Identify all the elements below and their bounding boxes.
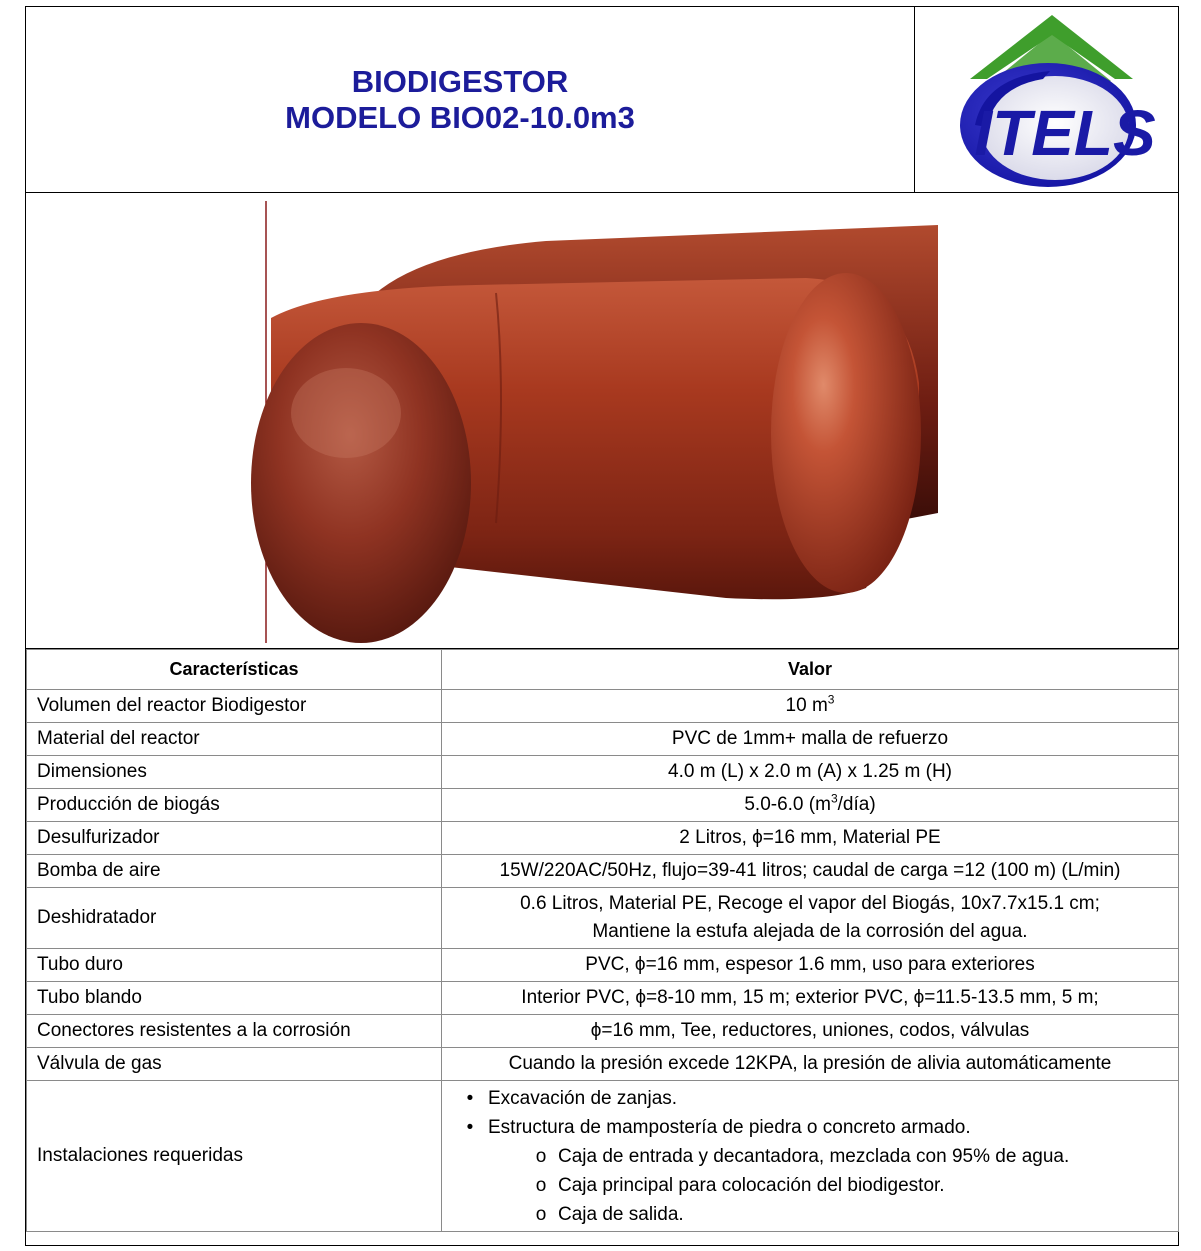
feature-cell: Tubo blando [27, 982, 442, 1015]
list-item [452, 1084, 1168, 1113]
header [26, 7, 1178, 193]
feature-cell: Bomba de aire [27, 855, 442, 888]
table-row [27, 789, 1179, 822]
table-row [27, 756, 1179, 789]
product-photo-area [26, 193, 1178, 649]
value-sup: 3 [830, 791, 838, 806]
value-cell [442, 888, 1179, 949]
table-row [27, 1015, 1179, 1048]
value-cell: 4.0 m (L) x 2.0 m (A) x 1.25 m (H) [442, 756, 1179, 789]
installations-list [442, 1081, 1179, 1232]
table-row [27, 982, 1179, 1015]
feature-cell: Material del reactor [27, 723, 442, 756]
value-line-1: 0.6 Litros, Material PE, Recoge el vapor del Biogás, 10x7.7x15.1 cm; [520, 893, 1100, 914]
table-row [27, 822, 1179, 855]
spec-sheet [25, 6, 1179, 1246]
biodigestor-photo [26, 193, 1178, 648]
bullet-icon: • [466, 1087, 474, 1109]
table-row [27, 949, 1179, 982]
value-text: 5.0-6.0 (m [744, 794, 831, 815]
table-row [27, 723, 1179, 756]
list-item [452, 1113, 1168, 1142]
bullet-icon: • [466, 1116, 474, 1138]
logo-text: ITELS [974, 97, 1156, 169]
feature-cell: Instalaciones requeridas [27, 1081, 442, 1232]
table-row [27, 888, 1179, 949]
feature-cell: Dimensiones [27, 756, 442, 789]
value-cell [442, 690, 1179, 723]
value-cell: 2 Litros, ϕ=16 mm, Material PE [442, 822, 1179, 855]
value-cell: Interior PVC, ϕ=8-10 mm, 15 m; exterior PVC, ϕ=11.5-13.5 mm, 5 m; [442, 982, 1179, 1015]
col-value-header: Valor [442, 650, 1179, 690]
feature-cell: Volumen del reactor Biodigestor [27, 690, 442, 723]
table-row [27, 855, 1179, 888]
logo-cell [915, 7, 1178, 192]
value-line-2: Mantiene la estufa alejada de la corrosión del agua. [592, 921, 1028, 942]
value-text-post: /día) [837, 794, 876, 815]
col-feature-header: Características [27, 650, 442, 690]
title-line-2: MODELO BIO02-10.0m3 [285, 99, 635, 135]
feature-cell: Deshidratador [27, 888, 442, 949]
table-row [27, 1048, 1179, 1081]
sub-bullet-icon: o [535, 1145, 547, 1167]
value-cell [442, 789, 1179, 822]
feature-cell: Desulfurizador [27, 822, 442, 855]
list-item-text: Caja principal para colocación del biodigestor. [558, 1174, 945, 1196]
feature-cell: Tubo duro [27, 949, 442, 982]
feature-cell: Válvula de gas [27, 1048, 442, 1081]
specs-table [26, 649, 1179, 1232]
list-item-text: Estructura de mampostería de piedra o concreto armado. [488, 1116, 971, 1138]
list-item-text: Excavación de zanjas. [488, 1087, 678, 1109]
list-item [452, 1142, 1168, 1171]
value-cell: ϕ=16 mm, Tee, reductores, uniones, codos, válvulas [442, 1015, 1179, 1048]
feature-cell: Producción de biogás [27, 789, 442, 822]
title-line-1: BIODIGESTOR [351, 63, 569, 99]
value-cell: PVC, ϕ=16 mm, espesor 1.6 mm, uso para exteriores [442, 949, 1179, 982]
sub-bullet-icon: o [535, 1174, 547, 1196]
list-item-text: Caja de entrada y decantadora, mezclada con 95% de agua. [558, 1145, 1070, 1167]
list-item-text: Caja de salida. [558, 1203, 684, 1225]
value-cell: PVC de 1mm+ malla de refuerzo [442, 723, 1179, 756]
feature-cell: Conectores resistentes a la corrosión [27, 1015, 442, 1048]
value-cell: 15W/220AC/50Hz, flujo=39-41 litros; caudal de carga =12 (100 m) (L/min) [442, 855, 1179, 888]
value-cell: Cuando la presión excede 12KPA, la presión de alivia automáticamente [442, 1048, 1179, 1081]
value-text: 10 m [785, 695, 828, 716]
sub-bullet-icon: o [535, 1203, 547, 1225]
value-sup: 3 [827, 692, 835, 707]
title-cell [26, 7, 915, 192]
table-row [27, 1081, 1179, 1232]
table-header-row [27, 650, 1179, 690]
list-item [452, 1200, 1168, 1229]
list-item [452, 1171, 1168, 1200]
itels-logo [915, 7, 1178, 192]
table-row [27, 690, 1179, 723]
